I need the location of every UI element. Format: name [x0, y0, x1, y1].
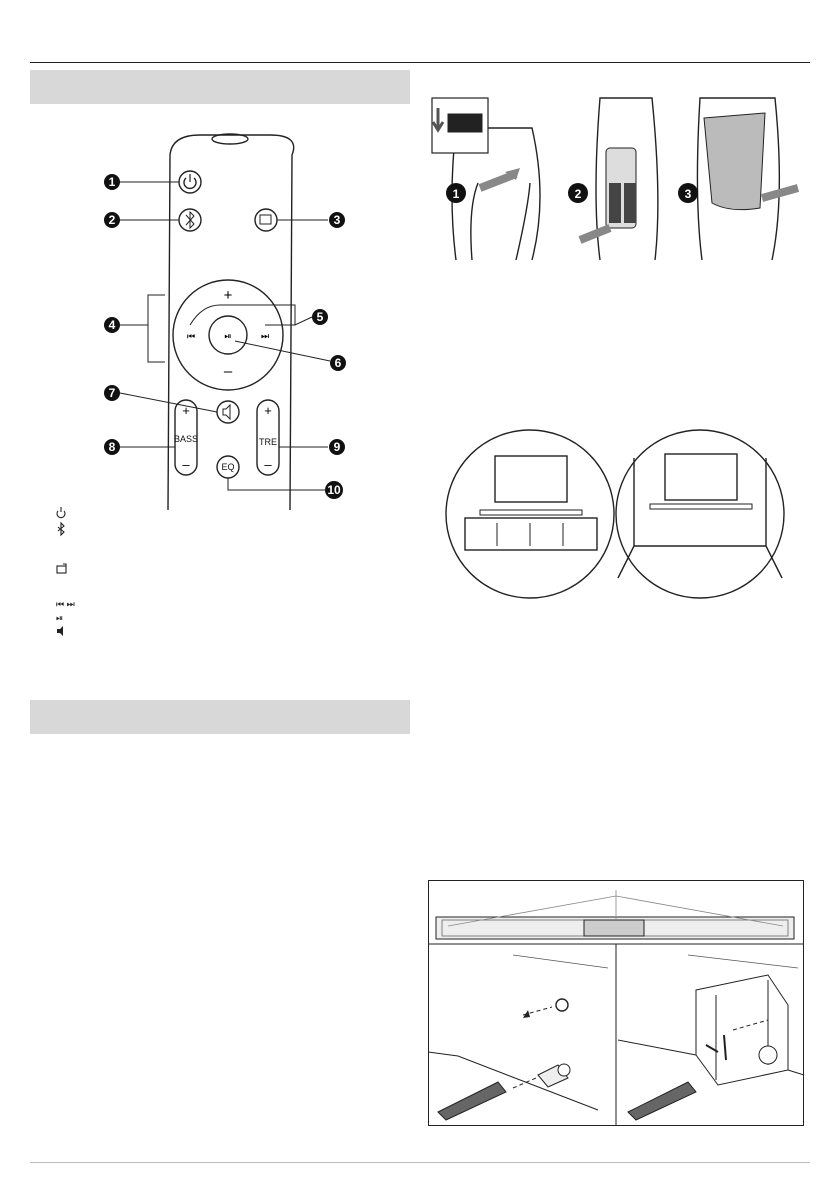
input-icon [57, 564, 66, 573]
bluetooth-icon [58, 523, 64, 535]
svg-text:9: 9 [333, 440, 341, 454]
svg-text:1: 1 [108, 175, 116, 189]
treble-plus-label: + [264, 403, 272, 418]
prev-icon: ⏮ [186, 331, 196, 341]
next-icon: ⏭ [260, 331, 270, 341]
battery-step-2 [568, 183, 588, 203]
svg-text:10: 10 [327, 483, 341, 497]
mute-icon [223, 405, 230, 419]
placement-on-cabinet [446, 430, 614, 598]
svg-text:5: 5 [316, 310, 324, 324]
mute-button [217, 401, 239, 423]
battery-step-3 [678, 183, 698, 203]
bass-plus-label: + [182, 403, 190, 418]
vol-plus-label: + [223, 287, 233, 304]
svg-text:6: 6 [334, 356, 342, 370]
bluetooth-icon [186, 212, 194, 228]
svg-text:2: 2 [574, 187, 582, 201]
input-icon [260, 215, 271, 224]
callout-2 [104, 212, 120, 228]
callout-4 [104, 317, 120, 333]
soundbar-icon [480, 510, 582, 515]
battery-step-1 [446, 183, 466, 203]
section-header-installation [30, 700, 410, 734]
callout-3 [329, 212, 345, 228]
input-button [255, 209, 277, 231]
connector-panel [584, 920, 644, 936]
bass-label: BASS [173, 434, 199, 444]
vol-minus-label: – [223, 363, 233, 380]
top-rule [30, 62, 810, 63]
mute-icon [57, 626, 63, 636]
prev-next-icon: ⏮ ⏭ [56, 599, 75, 609]
callout-1 [104, 174, 120, 190]
svg-text:3: 3 [684, 187, 692, 201]
eq-label: EQ [221, 462, 235, 472]
cabinet-icon [465, 518, 597, 550]
callout-8 [104, 439, 120, 455]
svg-text:2: 2 [108, 213, 116, 227]
callout-5 [312, 309, 328, 325]
soundbar-icon [650, 504, 752, 509]
legend-icons [54, 505, 114, 645]
svg-text:1: 1 [452, 187, 460, 201]
section-header-remote [30, 70, 410, 104]
play-pause-icon: ⏯ [56, 613, 64, 623]
callout-9 [329, 439, 345, 455]
svg-text:7: 7 [108, 386, 116, 400]
remote-control-illustration [90, 125, 370, 510]
callout-6 [330, 355, 346, 371]
treble-label: TRE [259, 437, 277, 447]
callout-7 [104, 385, 120, 401]
bottom-rule [30, 1162, 810, 1163]
battery-installation-illustration [420, 88, 810, 263]
power-icon [57, 507, 65, 518]
svg-text:3: 3 [333, 213, 341, 227]
svg-text:4: 4 [108, 318, 116, 332]
bluetooth-button [179, 209, 201, 231]
power-button [179, 171, 201, 193]
placement-on-wall [616, 430, 784, 598]
treble-minus-label: – [264, 457, 272, 472]
remote-body [168, 135, 294, 510]
tv-icon [495, 456, 567, 502]
callout-10 [325, 481, 343, 499]
bass-minus-label: – [182, 457, 190, 472]
tv-icon [665, 454, 737, 500]
wall-mount-illustration [428, 880, 804, 1126]
play-pause-icon: ⏯ [224, 331, 232, 341]
svg-text:8: 8 [108, 440, 116, 454]
placement-illustration [440, 428, 790, 600]
